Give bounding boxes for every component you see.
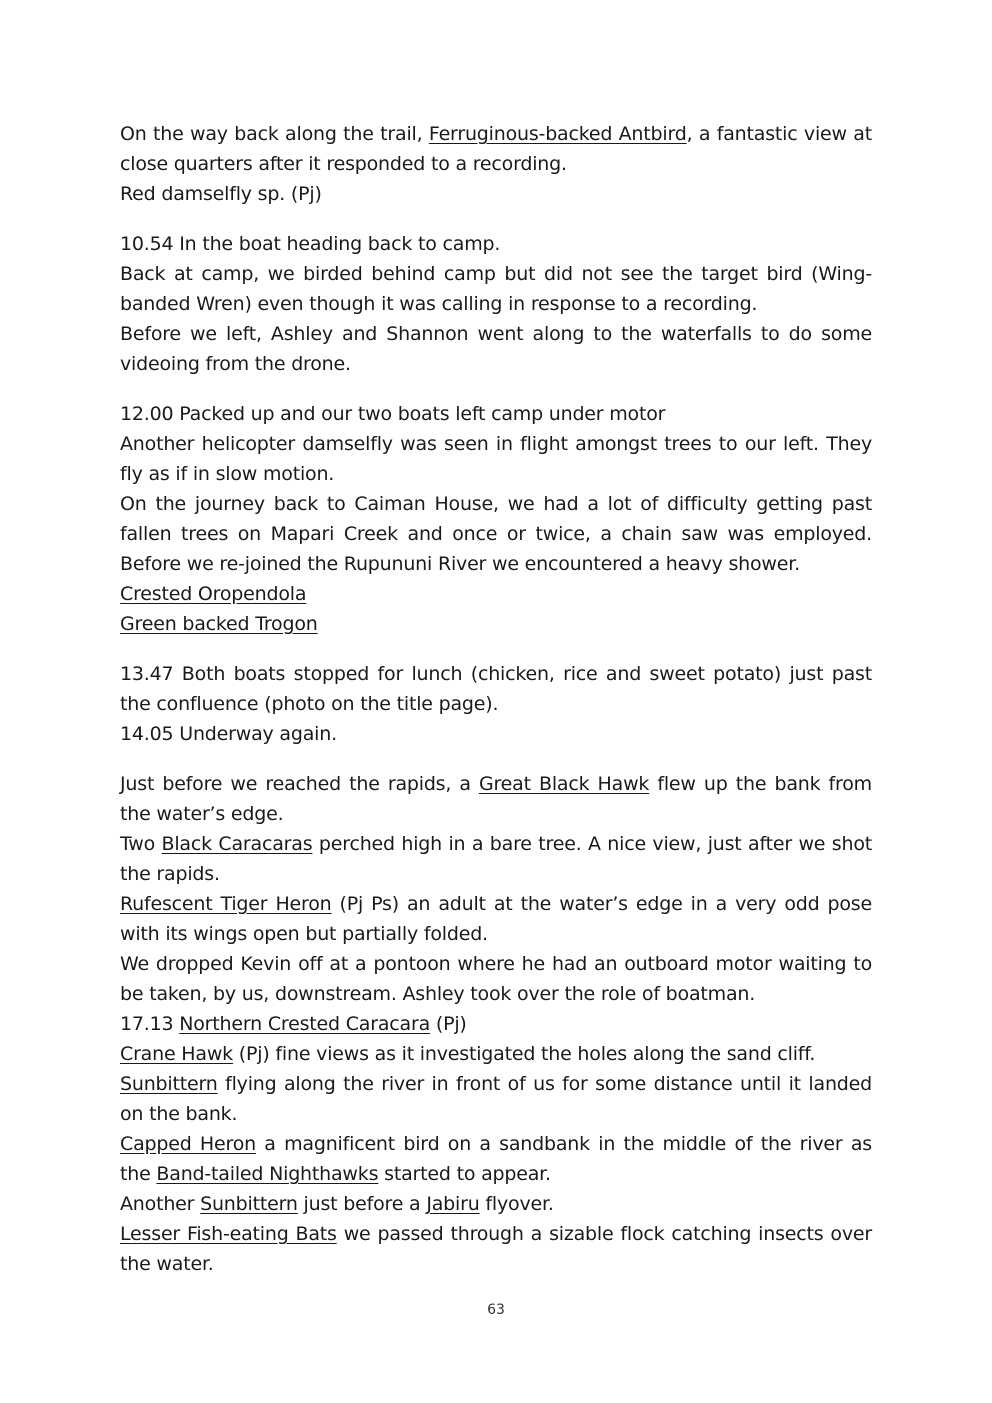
- text-line: [120, 659, 872, 719]
- text-line: [120, 429, 872, 489]
- text-segment: flying along the river in front of us for some distance until it landed on the bank.: [120, 1073, 872, 1125]
- text-line: [120, 259, 872, 319]
- paragraph: [120, 229, 872, 379]
- text-line: [120, 829, 872, 889]
- text-line: [120, 119, 872, 179]
- text-line: [120, 1039, 872, 1069]
- paragraph: [120, 119, 872, 209]
- text-segment: 13.47 Both boats stopped for lunch (chicken, rice and sweet potato) just past the confluence (photo on the title page).: [120, 663, 872, 715]
- species-name: Ferruginous-backed Antbird: [428, 123, 687, 145]
- text-segment: , a fantastic view at close quarters after it responded to a recording.: [120, 123, 872, 175]
- text-line: [120, 719, 872, 749]
- text-segment: 17.13: [120, 1013, 180, 1035]
- text-line: [120, 229, 872, 259]
- text-line: [120, 889, 872, 949]
- text-segment: Another: [120, 1193, 201, 1215]
- text-line: [120, 399, 872, 429]
- species-name: Great Black Hawk: [478, 773, 650, 795]
- text-segment: (Pj) fine views as it investigated the holes along the sand cliff.: [232, 1043, 816, 1065]
- text-segment: We dropped Kevin off at a pontoon where he had an outboard motor waiting to be taken, by us, downstream. Ashley took over the role of boatman.: [120, 953, 872, 1005]
- species-name: Northern Crested Caracara: [179, 1013, 431, 1035]
- text-line: [120, 1189, 872, 1219]
- text-segment: we passed through a sizable flock catching insects over the water.: [120, 1223, 873, 1275]
- text-segment: On the way back along the trail,: [120, 123, 429, 145]
- text-line: [120, 579, 872, 609]
- text-line: [120, 1129, 872, 1189]
- text-line: [120, 1009, 872, 1039]
- text-line: [120, 179, 872, 209]
- text-segment: On the journey back to Caiman House, we had a lot of difficulty getting past fallen trees on Mapari Creek and once or twice, a chain saw was employed. Before we re-joined the Rupununi River we encountered a heavy shower.: [120, 493, 872, 575]
- species-name: Green backed Trogon: [120, 613, 318, 635]
- page-body: [120, 119, 872, 1299]
- text-segment: 12.00 Packed up and our two boats left camp under motor: [120, 403, 666, 425]
- species-name: Lesser Fish-eating Bats: [120, 1223, 337, 1245]
- text-line: [120, 489, 872, 579]
- species-name: Crested Oropendola: [120, 583, 307, 605]
- text-segment: flyover.: [479, 1193, 554, 1215]
- text-line: [120, 949, 872, 1009]
- text-segment: a magnificent bird on a sandbank in the middle of the river as the: [120, 1133, 872, 1185]
- species-name: Rufescent Tiger Heron: [120, 893, 332, 915]
- text-segment: (Pj): [430, 1013, 467, 1035]
- text-line: [120, 1219, 872, 1279]
- text-line: [120, 609, 872, 639]
- text-segment: started to appear.: [378, 1163, 551, 1185]
- species-name: Band-tailed Nighthawks: [156, 1163, 379, 1185]
- text-line: [120, 319, 872, 379]
- text-line: [120, 1069, 872, 1129]
- paragraph: [120, 769, 872, 1279]
- species-name: Black Caracaras: [161, 833, 313, 855]
- species-name: Sunbittern: [120, 1073, 218, 1095]
- text-line: [120, 769, 872, 829]
- text-segment: Red damselfly sp. (Pj): [120, 183, 322, 205]
- text-segment: Another helicopter damselfly was seen in flight amongst trees to our left. They fly as if in slow motion.: [120, 433, 872, 485]
- species-name: Sunbittern: [200, 1193, 298, 1215]
- text-segment: 14.05 Underway again.: [120, 723, 337, 745]
- species-name: Capped Heron: [120, 1133, 256, 1155]
- text-segment: Two: [120, 833, 162, 855]
- text-segment: (Pj Ps) an adult at the water’s edge in a very odd pose with its wings open but partially folded.: [120, 893, 872, 945]
- text-segment: Before we left, Ashley and Shannon went along to the waterfalls to do some videoing from the drone.: [120, 323, 872, 375]
- text-segment: 10.54 In the boat heading back to camp.: [120, 233, 501, 255]
- paragraph: [120, 659, 872, 749]
- paragraph: [120, 399, 872, 639]
- text-segment: Back at camp, we birded behind camp but did not see the target bird (Wing-banded Wren) even though it was calling in response to a recording.: [120, 263, 872, 315]
- text-segment: perched high in a bare tree. A nice view, just after we shot the rapids.: [120, 833, 872, 885]
- species-name: Jabiru: [426, 1193, 480, 1215]
- species-name: Crane Hawk: [120, 1043, 233, 1065]
- text-segment: Just before we reached the rapids, a: [120, 773, 479, 795]
- page-number: 63: [487, 1302, 505, 1318]
- text-segment: just before a: [297, 1193, 427, 1215]
- text-segment: flew up the bank from the water’s edge.: [120, 773, 872, 825]
